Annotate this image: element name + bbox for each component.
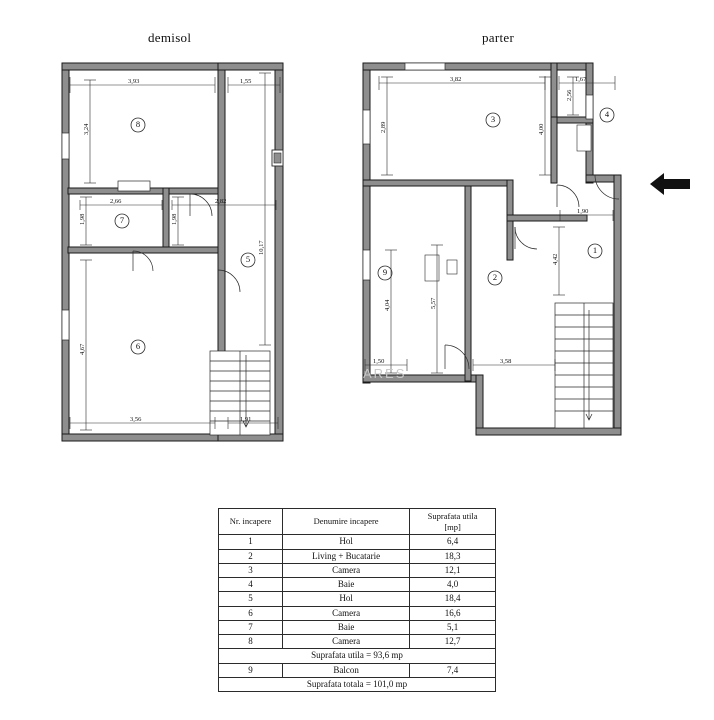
dim-r-left-vert: 2,89 <box>380 121 387 133</box>
dim-r-mid-lower: 5,57 <box>430 297 437 309</box>
dim-top-right: 1,55 <box>240 78 252 85</box>
dim-r-top-left: 3,82 <box>450 76 462 83</box>
dim-r-right-vert-1: 4,00 <box>538 123 545 135</box>
cell-name: Camera <box>283 563 410 577</box>
cell-area: 7,4 <box>410 663 496 677</box>
floorplan-demisol <box>50 55 310 455</box>
dim-r-mid-right: 1,90 <box>577 208 589 215</box>
dim-mid-small-2: 1,98 <box>171 213 178 225</box>
table-total-row <box>219 677 496 691</box>
cell-name: Hol <box>283 592 410 606</box>
table-header-row <box>219 509 496 535</box>
cell-nr: 3 <box>219 563 283 577</box>
cell-name: Hol <box>283 535 410 549</box>
dim-right-vert: 10,17 <box>258 240 265 255</box>
table-row <box>219 549 496 563</box>
cell-area: 18,3 <box>410 549 496 563</box>
cell-nr: 8 <box>219 635 283 649</box>
col-header-area <box>410 509 496 535</box>
floorplan-parter <box>355 55 655 455</box>
cell-nr: 6 <box>219 606 283 620</box>
room-number-2: 2 <box>492 271 498 282</box>
cell-area: 5,1 <box>410 620 496 634</box>
room-number-4: 4 <box>604 108 610 119</box>
cell-area: 18,4 <box>410 592 496 606</box>
cell-area: 16,6 <box>410 606 496 620</box>
cell-name: Camera <box>283 606 410 620</box>
watermark-ares: ARES <box>363 366 407 381</box>
cell-nr: 5 <box>219 592 283 606</box>
room-number-7: 7 <box>119 214 125 225</box>
dim-r-right-vert-2: 2,56 <box>566 89 573 101</box>
entrance-arrow-icon <box>650 170 690 198</box>
table-row <box>219 635 496 649</box>
dim-bottom-right: 1,91 <box>240 416 252 423</box>
dim-top-left: 3,93 <box>128 78 140 85</box>
dim-r-top-right: 1,67 <box>575 76 587 83</box>
room-number-6: 6 <box>135 340 141 351</box>
room-number-8: 8 <box>135 118 141 129</box>
col-header-nr: Nr. incapere <box>219 509 283 535</box>
dim-bottom-left: 3,56 <box>130 416 142 423</box>
table-row <box>219 592 496 606</box>
table-row <box>219 563 496 577</box>
cell-nr: 7 <box>219 620 283 634</box>
table-row <box>219 535 496 549</box>
dim-r-left-lower: 4,04 <box>384 299 391 311</box>
cell-area: 12,7 <box>410 635 496 649</box>
col-header-area-line1: Suprafata utila <box>427 511 478 521</box>
cell-nr: 1 <box>219 535 283 549</box>
dim-left-upper: 3,24 <box>83 123 90 135</box>
cell-nr: 4 <box>219 578 283 592</box>
cell-nr: 2 <box>219 549 283 563</box>
plan-title-parter: parter <box>482 30 515 45</box>
col-header-name: Denumire incapere <box>283 509 410 535</box>
table-row <box>219 606 496 620</box>
cell-name: Baie <box>283 578 410 592</box>
dim-mid-small-1: 1,98 <box>79 213 86 225</box>
cell-nr: 9 <box>219 663 283 677</box>
dim-r-right-vert-3: 4,42 <box>552 253 559 265</box>
table-row-balcony <box>219 663 496 677</box>
dim-r-bottom-right: 3,58 <box>500 358 512 365</box>
cell-name: Camera <box>283 635 410 649</box>
cell-name: Baie <box>283 620 410 634</box>
room-number-1: 1 <box>592 244 598 255</box>
room-schedule-table <box>218 508 496 692</box>
cell-name: Living + Bucatarie <box>283 549 410 563</box>
table-row <box>219 578 496 592</box>
cell-area: 4,0 <box>410 578 496 592</box>
room-number-5: 5 <box>245 253 251 264</box>
room-number-3: 3 <box>490 113 496 124</box>
table-row <box>219 620 496 634</box>
subtotal-label: Suprafata utila = 93,6 mp <box>219 649 496 663</box>
col-header-area-line2: [mp] <box>444 521 461 532</box>
cell-area: 12,1 <box>410 563 496 577</box>
dim-mid-center: 2,82 <box>215 198 227 205</box>
total-label: Suprafata totala = 101,0 mp <box>219 677 496 691</box>
cell-area: 6,4 <box>410 535 496 549</box>
cell-name: Balcon <box>283 663 410 677</box>
plan-title-demisol: demisol <box>148 30 192 45</box>
dim-r-bottom-left: 1,50 <box>373 358 385 365</box>
dim-mid-left: 2,66 <box>110 198 122 205</box>
room-number-9: 9 <box>382 266 388 277</box>
table-subtotal-row <box>219 649 496 663</box>
dim-left-lower: 4,67 <box>79 343 86 355</box>
